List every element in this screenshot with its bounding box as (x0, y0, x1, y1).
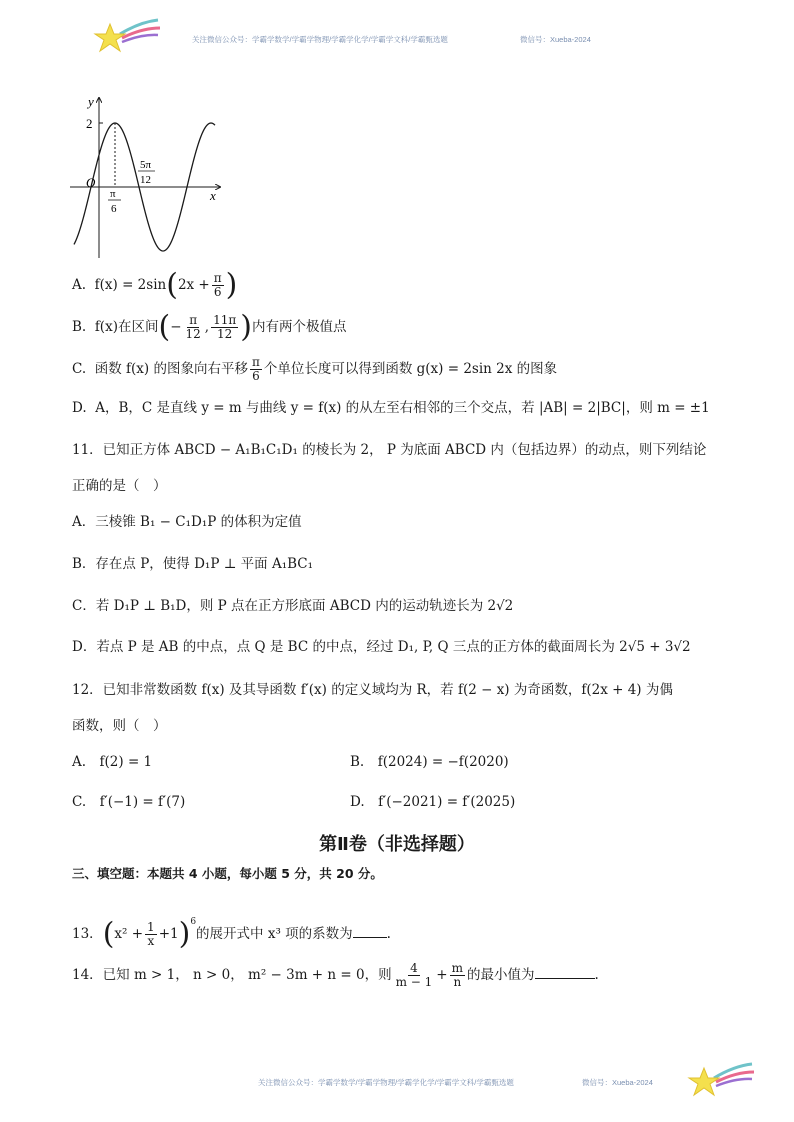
q13: 13．(x² + $\frac{1}{x}$ +1)$^6$的展开式中 x³ 项的系数为 . (72, 916, 391, 952)
q12-option-c: C. f′(−1) = f′(7) (72, 794, 186, 810)
q14: 14．已知 m > 1， n > 0， m² − 3m + n = 0，则 $\frac{4}{m - 1}$ + $\frac{m}{n}$ 的最小值为 . (72, 961, 599, 989)
q12-option-d: D. f′(−2021) = f′(2025) (350, 794, 516, 810)
q13-answer-blank (353, 925, 387, 938)
q11-option-d: D．若点 P 是 AB 的中点，点 Q 是 BC 的中点，经过 D₁, P, Q 三点的正方体的截面周长为 2√5 + 3√2 (72, 639, 691, 655)
origin-label: O (86, 175, 96, 190)
header-wechat: 微信号：Xueba-2024 (520, 35, 591, 44)
q12-option-a: A. f(2) = 1 (72, 754, 153, 770)
tick1-den: 6 (111, 203, 117, 215)
q11-stem-1: 11．已知正方体 ABCD − A₁B₁C₁D₁ 的棱长为 2， P 为底面 ABCD 内（包括边界）的动点，则下列结论 (72, 442, 707, 458)
star-logo-bottom (686, 1060, 756, 1100)
y-axis-label: y (88, 94, 94, 109)
q12-stem-2: 函数，则（ ） (72, 718, 167, 734)
part2-title: 第Ⅱ卷（非选择题） (319, 834, 475, 855)
q12-option-b: B. f(2024) = −f(2020) (350, 754, 509, 770)
q11-option-c: C．若 D₁P ⊥ B₁D，则 P 点在正方形底面 ABCD 内的运动轨迹长为 2√2 (72, 598, 514, 614)
tick2-den: 12 (140, 174, 151, 186)
q11-option-b: B．存在点 P，使得 D₁P ⊥ 平面 A₁BC₁ (72, 556, 314, 572)
tick2-num: 5π (140, 159, 152, 171)
section-heading: 三、填空题：本题共 4 小题，每小题 5 分，共 20 分。 (72, 866, 383, 881)
y-tick-label: 2 (86, 116, 93, 131)
q11-option-a: A．三棱锥 B₁ − C₁D₁P 的体积为定值 (72, 514, 302, 530)
x-axis-label: x (210, 188, 216, 203)
q10-option-a: A. f(x) = 2sin(2x + $\frac{\pi}{6}$ ) (72, 267, 238, 303)
tick1-num: π (110, 188, 116, 200)
footer-text: 关注微信公众号：学霸学数学/学霸学物理/学霸学化学/学霸学文科/学霸甄选题 (258, 1078, 514, 1087)
sine-graph (60, 90, 230, 265)
q14-answer-blank (535, 966, 595, 979)
q10-option-c: C. 函数 f(x) 的图象向右平移 $\frac{\pi}{6}$ 个单位长度可以得到函数 g(x) = 2sin 2x 的图象 (72, 355, 558, 383)
header-text: 关注微信公众号：学霸学数学/学霸学物理/学霸学化学/学霸学文科/学霸甄选题 (192, 35, 448, 44)
footer-wechat: 微信号：Xueba-2024 (582, 1078, 653, 1087)
star-logo-top (92, 16, 162, 58)
q10-option-d: D. A，B，C 是直线 y = m 与曲线 y = f(x) 的从左至右相邻的三个交点，若 |AB| = 2|BC|，则 m = ±1 (72, 400, 710, 416)
q11-stem-2: 正确的是（ ） (72, 478, 167, 494)
q12-stem-1: 12．已知非常数函数 f(x) 及其导函数 f′(x) 的定义域均为 R，若 f(2 − x) 为奇函数，f(2x + 4) 为偶 (72, 682, 673, 698)
q10-option-b: B. f(x)在区间(− $\frac{\pi}{12}$ , $\frac{11\pi}{12}$ )内有两个极值点 (72, 309, 347, 345)
